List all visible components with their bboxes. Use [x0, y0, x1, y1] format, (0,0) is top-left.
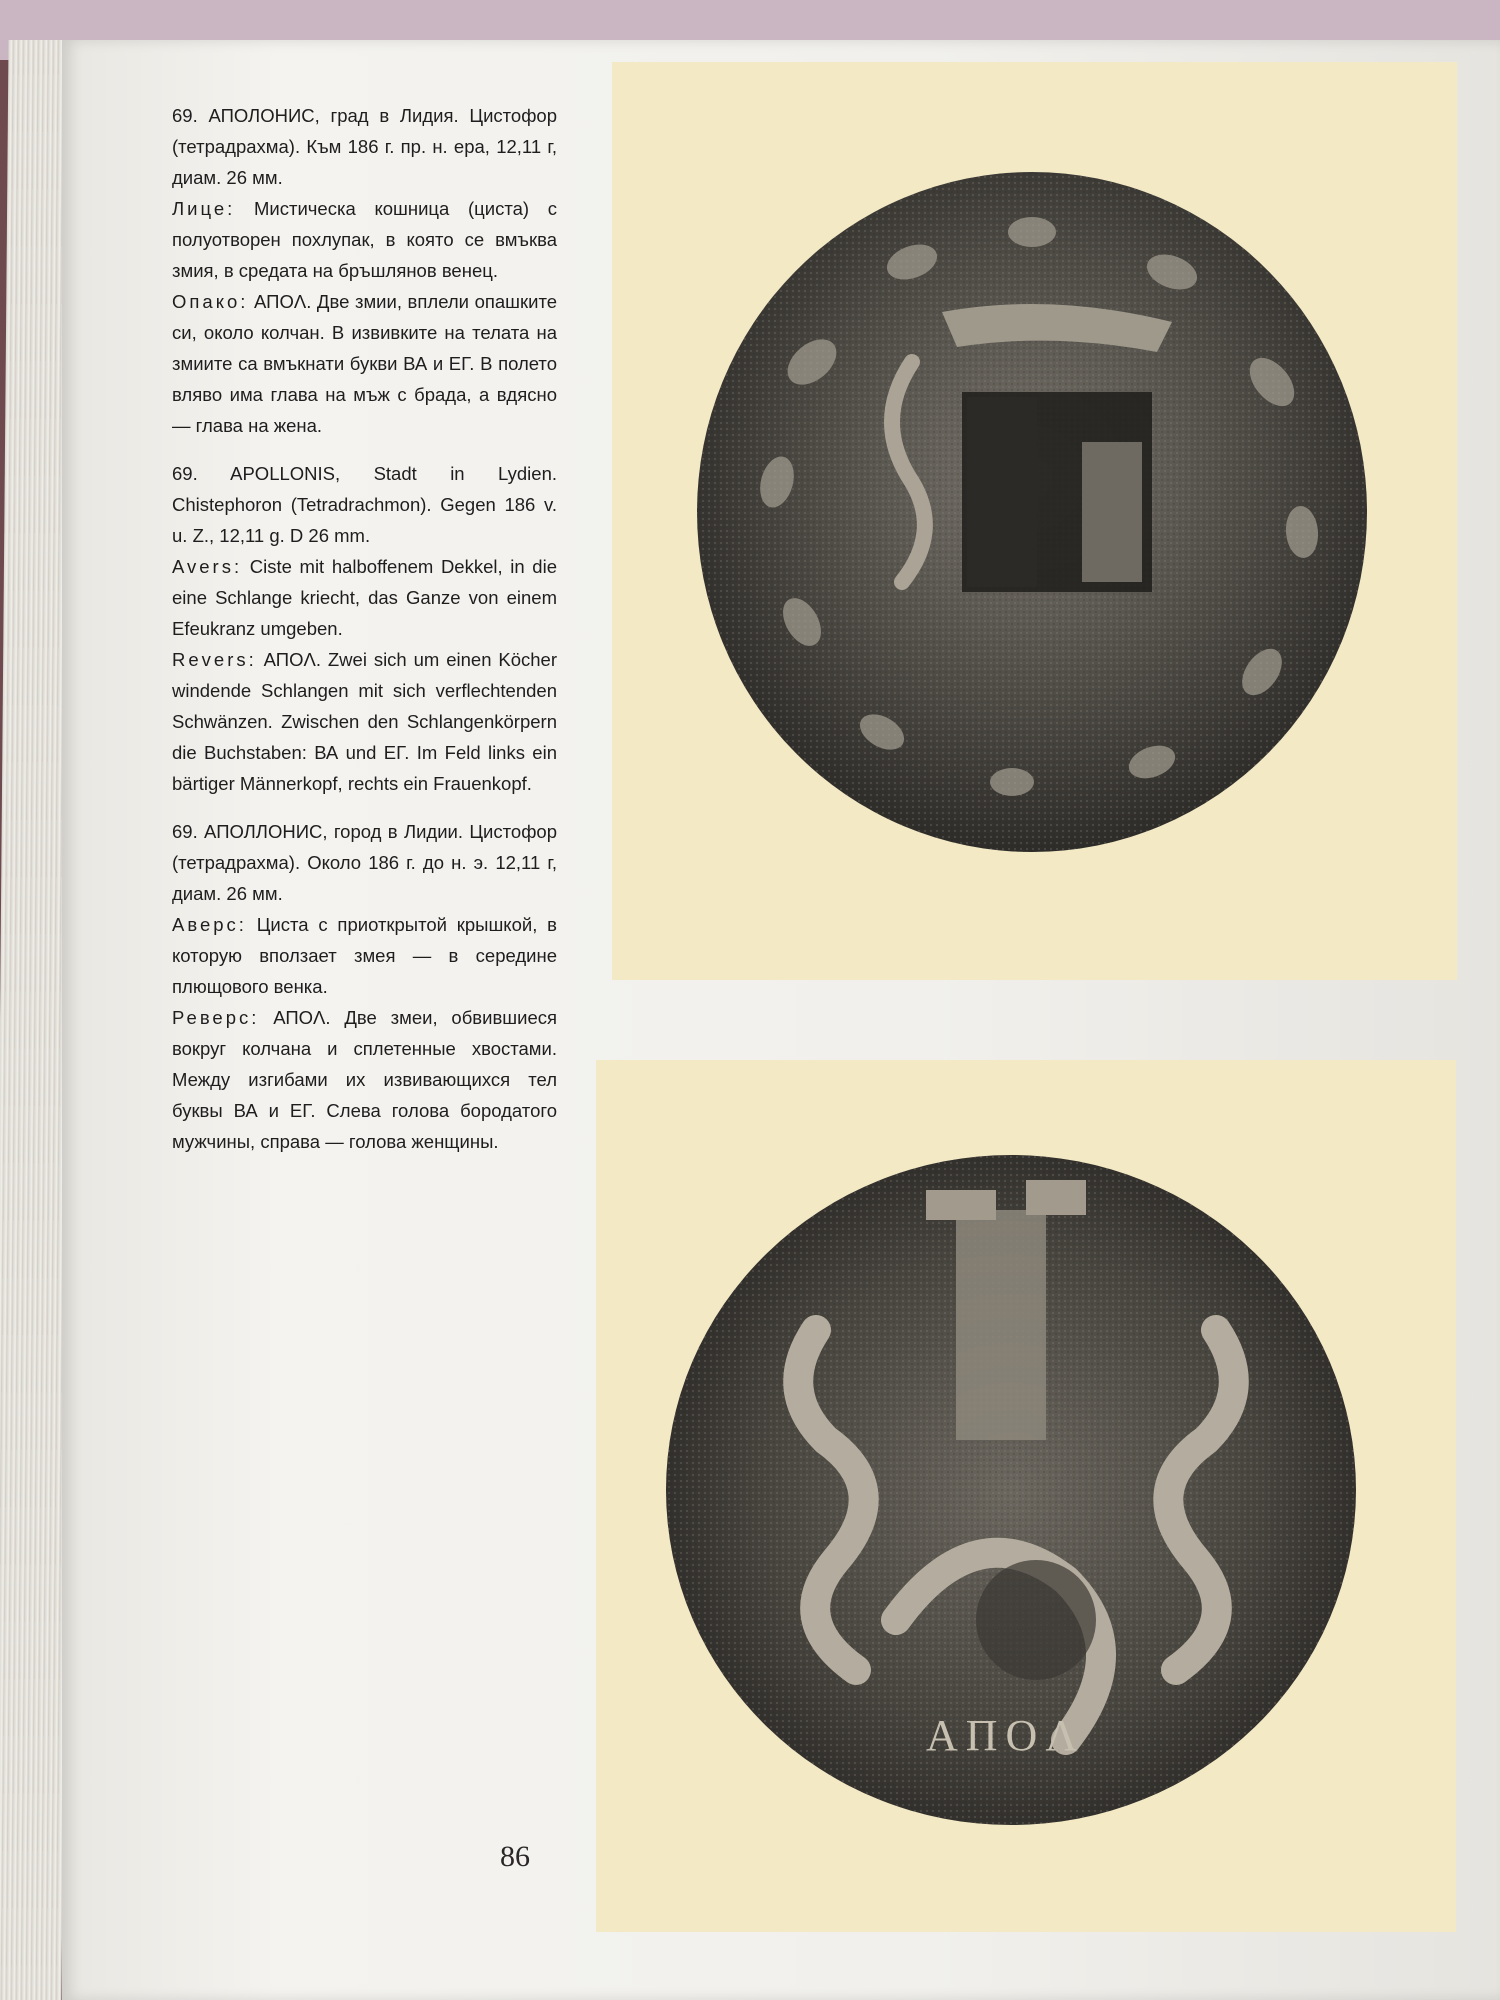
coin-plate-obverse [612, 62, 1457, 980]
obverse-label: Аверс: [172, 914, 247, 935]
catalog-entry-russian [172, 816, 557, 1157]
reverse-label: Опако: [172, 291, 249, 312]
entry-heading: 69. APOLLONIS, Stadt in Lydien. Chistephoron (Tetradrachmon). Gegen 186 v. u. Z., 12,11 g. D 26 mm. [172, 463, 557, 546]
entry-heading: 69. АПОЛЛОНИС, город в Лидии. Цистофор (тетрадрахма). Около 186 г. до н. э. 12,11 г, диам. 26 мм. [172, 821, 557, 904]
reverse-text: АПОΛ. Zwei sich um einen Köcher windende Schlangen mit sich verflechtenden Schwänzen. Zwischen den Schlangenkörpern die Buchstaben: ВА und ЕΓ. Im Feld links ein bärtiger Männerkopf, rechts ein Frauenkopf. [172, 649, 558, 794]
catalog-entry-german [172, 458, 557, 799]
obverse-label: Avers: [172, 556, 243, 577]
obverse-label: Лице: [172, 198, 236, 219]
coin-reverse-image [596, 1060, 1456, 1932]
reverse-text: АПОΛ. Две змеи, обвившиеся вокруг колчана и сплетенные хвостами. Между изгибами их извивающихся тел буквы ВА и ЕΓ. Слева голова бородатого мужчины, справа — голова женщины. [172, 1007, 558, 1152]
obverse-text: Ciste mit halboffenem Dekkel, in die eine Schlange kriecht, das Ganze von einem Efeukranz umgeben. [172, 556, 557, 639]
page-number: 86 [500, 1840, 530, 1873]
coin-inscription: АПОΛ [926, 1711, 1086, 1760]
obverse-text: Мистическа кошница (циста) с полуотворен похлупак, в която се вмъква змия, в средата на бръшлянов венец. [172, 198, 557, 281]
obverse-text: Циста с приоткрытой крышкой, в которую вползает змея — в середине плющового венка. [172, 914, 557, 997]
reverse-label: Реверс: [172, 1007, 260, 1028]
catalog-entry-bulgarian [172, 100, 557, 441]
coin-obverse-image [612, 62, 1457, 980]
reverse-text: АПОΛ. Две змии, вплели опашките си, около колчан. В извивките на телата на змиите са вмъкнати букви ВА и ЕΓ. В полето вляво има глава на мъж с брада, а вдясно — глава на жена. [172, 291, 558, 436]
coin-plate-reverse [596, 1060, 1456, 1932]
entry-heading: 69. АПОЛОНИС, град в Лидия. Цистофор (тетрадрахма). Към 186 г. пр. н. ера, 12,11 г, диам. 26 мм. [172, 105, 557, 188]
reverse-label: Revers: [172, 649, 257, 670]
catalog-text-column [172, 100, 557, 1174]
